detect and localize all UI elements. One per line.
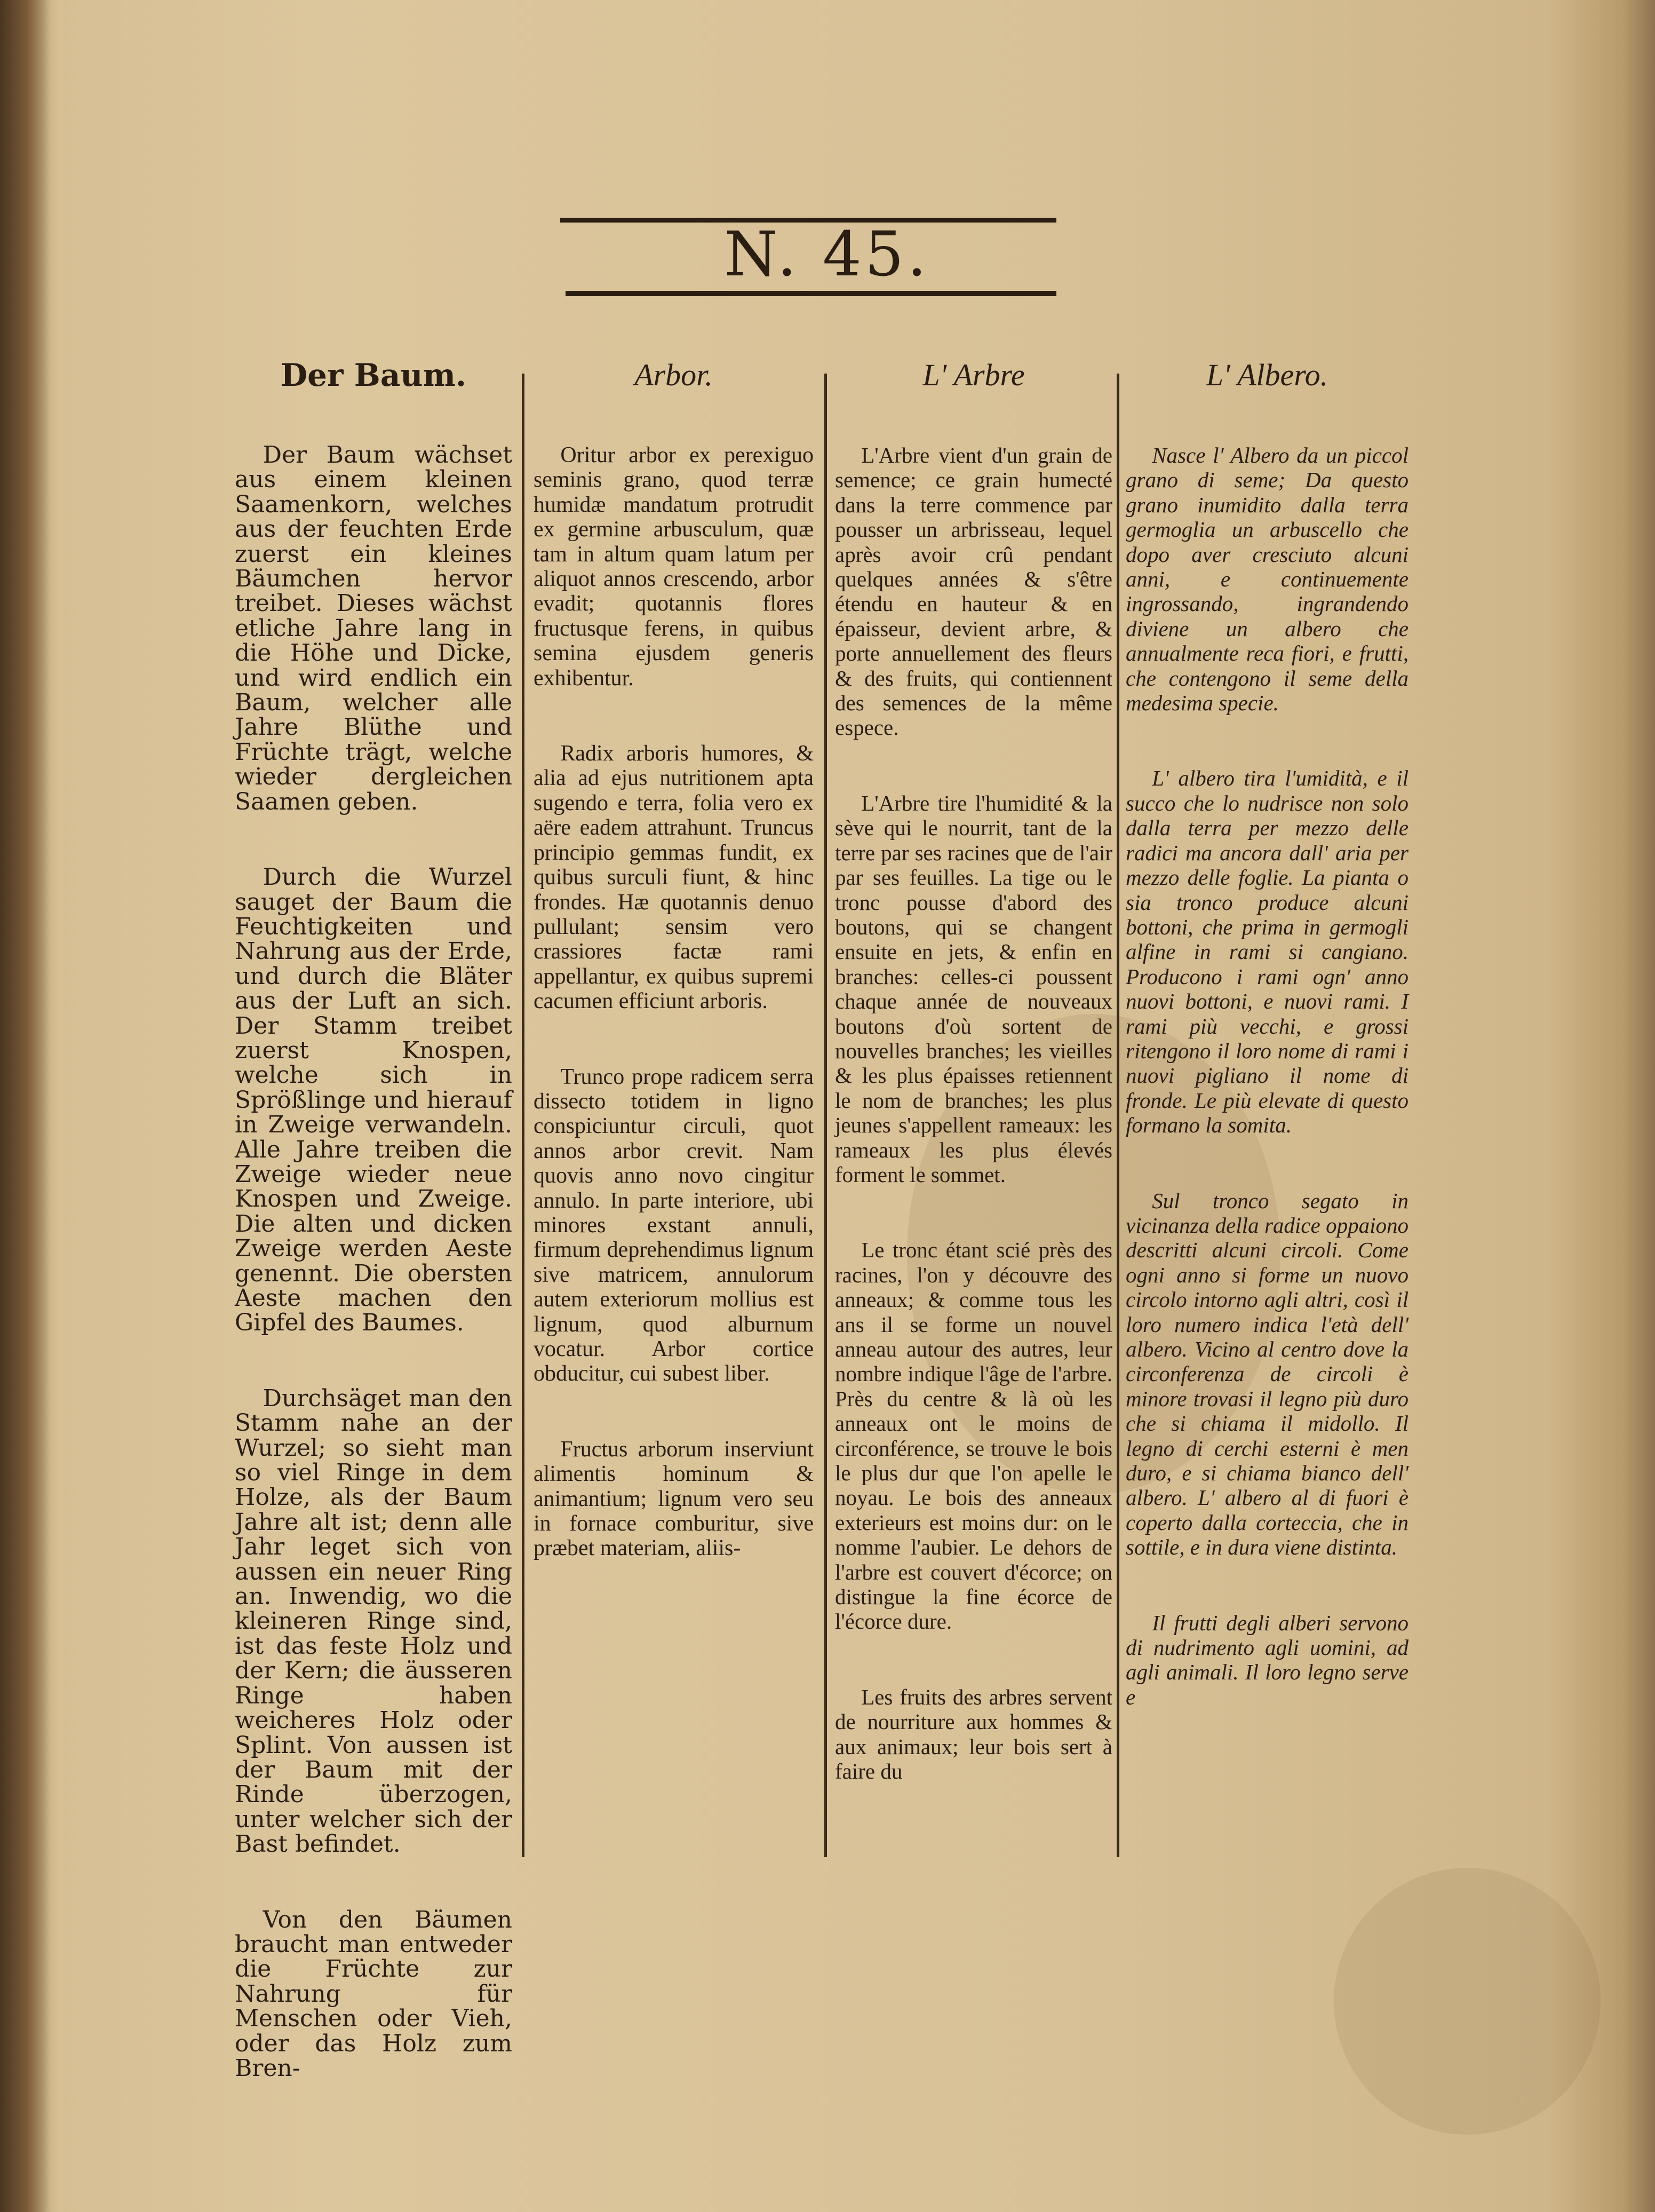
binding-gutter	[0, 0, 51, 2212]
paragraph: Trunco prope radicem serra dissecto totidem in ligno conspiciuntur circuli, quot annos arbor crevit. Nam quovis anno novo cingitur annulo. In parte interiore, ubi minores exstant annuli, firmum deprehendimus lignum sive matricem, annulorum autem exteriorum mollius est lignum, quod alburnum vocatur. Arbor cortice obducitur, cui subest liber.	[534, 1064, 814, 1386]
paragraph: Il frutti degli alberi servono di nudrimento agli uomini, ad agli animali. Il loro legno serve e	[1126, 1610, 1409, 1709]
paper-stain	[1334, 1868, 1601, 2135]
paragraph: L'Arbre tire l'humidité & la sève qui le nourrit, tant de la terre par ses racines que de l'air par ses feuilles. La tige ou le tronc pousse d'abord des boutons, qui se changent ensuite en jets, & enfin en branches: celles-ci poussent chaque année de nouveaux boutons d'où sortent de nouvelles branches; les vieilles & les plus épaisses retiennent le nom de branches; les plus jeunes s'appellent rameaux: les rameaux les plus élevés forment le sommet.	[835, 790, 1112, 1187]
column-divider	[522, 374, 524, 1857]
paragraph: Nasce l' Albero da un piccol grano di seme; Da questo grano inumidito dalla terra germoglia un arbuscello che dopo aver cresciuto alcuni anni, e continuemente ingrossando, ingrandendo diviene un albero che annualmente reca fiori, e frutti, che contengono il seme della medesima specie.	[1126, 443, 1409, 716]
column-german	[235, 357, 512, 2131]
paragraph: Sul tronco segato in vicinanza della radice oppaiono descritti alcuni circoli. Come ogni anno si forme un nuovo circolo intorno agli altri, così il loro numero indica l'età dell' albero. Vicino al centro dove la circonferenza de circoli è minore trovasi il legno più duro che si chiama il midollo. Il legno di cerchi esterni è men duro, e si chiama bianco dell' albero. L' albero al di fuori è coperto dalla corteccia, che in sottile, e in dura viene distinta.	[1126, 1188, 1409, 1560]
paragraph: L'Arbre vient d'un grain de semence; ce grain humecté dans la terre commence par pousser un arbrisseau, lequel après avoir crû pendant quelques années & s'être étendu en hauteur & en épaisseur, devient arbre, & porte annuellement des fleurs & des fruits, qui contiennent des semences de la même espece.	[835, 443, 1112, 740]
paragraph: Radix arboris humores, & alia ad ejus nutritionem apta sugendo e terra, folia vero ex aëre eadem attrahunt. Truncus principio gemmas fundit, ex quibus surculi fiunt, & hinc frondes. Hæ quotannis denuo pullulant; sensim vero crassiores factæ rami appellantur, ex quibus supremi cacumen efficiunt arboris.	[534, 741, 814, 1014]
paragraph: L' albero tira l'umidità, e il succo che lo nudrisce non solo dalla terra per mezzo delle radici ma ancora dall' aria per mezzo delle foglie. La pianta o sia tronco produce alcuni bottoni, che prima in germogli alfine in rami si cangiano. Producono i rami ogn' anno nuovi bottoni, e nuovi rami. I rami più vecchi, e grossi ritengono il loro nome di rami i nuovi pigliano il nome di fronde. Le più elevate di questo formano la somita.	[1126, 766, 1409, 1138]
paragraph: Oritur arbor ex perexiguo seminis grano, quod terræ humidæ mandatum protrudit ex germine arbusculum, quæ tam in altum quam latum per aliquot annos crescendo, arbor evadit; quotannis flores fructusque ferens, in quibus semina ejusdem generis exhibentur.	[534, 443, 814, 691]
column-italian	[1126, 358, 1409, 1760]
column-french	[835, 358, 1112, 1835]
paragraph: Fructus arborum inserviunt alimentis hominum & animantium; lignum vero seu in fornace comburitur, sive præbet materiam, aliis-	[534, 1437, 814, 1561]
column-latin	[534, 358, 814, 1612]
column-heading: L' Arbre	[922, 358, 1025, 392]
column-heading: L' Albero.	[1206, 358, 1328, 392]
column-heading: Arbor.	[634, 358, 713, 392]
paragraph: Der Baum wächset aus einem kleinen Saamenkorn, welches aus der feuchten Erde zuerst ein kleines Bäumchen hervor treibet. Dieses wächst etliche Jahre lang in die Höhe und Dicke, und wird endlich ein Baum, welcher alle Jahre Blüthe und Früchte trägt, welche wieder dergleichen Saamen geben.	[235, 441, 512, 815]
paragraph: Le tronc étant scié près des racines, l'on y découvre des anneaux; & comme tous les ans il se forme un nouvel anneau autour des autres, leur nombre indique l'âge de l'arbre. Près du centre & là où les anneaux ont le moins de circonférence, se trouve le bois le plus dur que l'on apelle le noyau. Le bois des anneaux exterieurs est moins dur: on le nomme l'aubier. Le dehors de l'arbre est couvert d'écorce; on distingue la fine écorce de l'écorce dure.	[835, 1238, 1112, 1634]
paragraph: Von den Bäumen braucht man entweder die Früchte zur Nahrung für Menschen oder Vieh, oder das Holz zum Bren-	[235, 1906, 512, 2082]
page-number: N. 45.	[724, 219, 930, 290]
title-rule-bottom	[566, 291, 1056, 296]
column-divider	[1117, 374, 1119, 1857]
paragraph: Durchsäget man den Stamm nahe an der Wurzel; so sieht man so viel Ringe in dem Holze, als der Baum Jahre alt ist; denn alle Jahr leget sich von aussen ein neuer Ring an. Inwendig, wo die kleineren Ringe sind, ist das feste Holz und der Kern; die äusseren Ringe haben weicheres Holz oder Splint. Von aussen ist der Baum mit der Rinde überzogen, unter welcher sich der Bast befindet.	[235, 1384, 512, 1858]
column-divider	[824, 374, 827, 1857]
column-heading: Der Baum.	[280, 357, 467, 393]
paragraph: Les fruits des arbres servent de nourriture aux hommes & aux animaux; leur bois sert à faire du	[835, 1684, 1112, 1784]
paragraph: Durch die Wurzel sauget der Baum die Feuchtigkeiten und Nahrung aus der Erde, und durch die Bläter aus der Luft an sich. Der Stamm treibet zuerst Knospen, welche sich in Sprößlinge und hierauf in Zweige verwandeln. Alle Jahre treiben die Zweige wieder neue Knospen und Zweige. Die alten und dicken Zweige werden Aeste genennt. Die obersten Aeste machen den Gipfel des Baumes.	[235, 863, 512, 1337]
